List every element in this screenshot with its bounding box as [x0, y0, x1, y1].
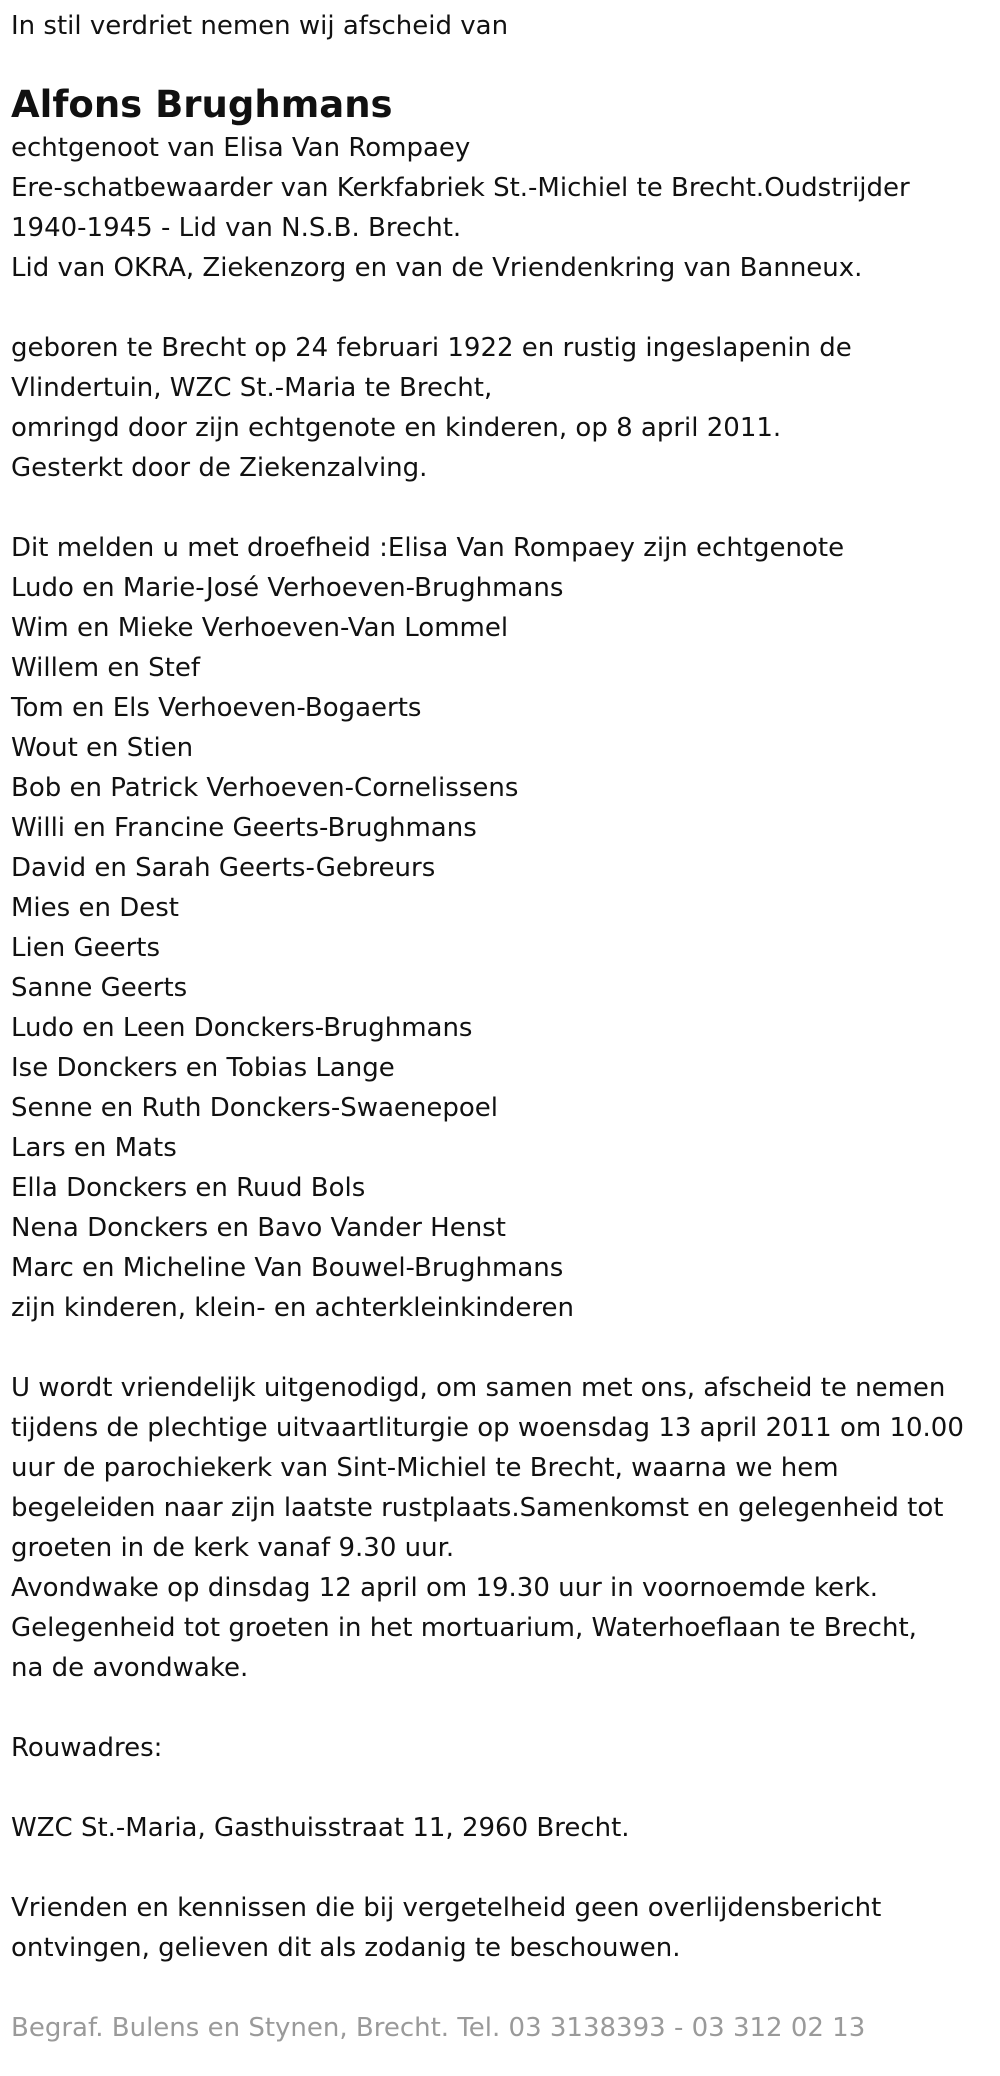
- family-line: Mies en Dest: [11, 893, 179, 923]
- family-line: Willem en Stef: [11, 653, 200, 683]
- family-line: Ludo en Marie-José Verhoeven-Brughmans: [11, 573, 564, 603]
- spacer: [11, 288, 1000, 328]
- address-text: WZC St.-Maria, Gasthuisstraat 11, 2960 Brecht.: [11, 1813, 630, 1843]
- note-line: Vrienden en kennissen die bij vergetelheid geen overlijdensbericht: [11, 1893, 882, 1923]
- family-line: Sanne Geerts: [11, 973, 188, 1003]
- family-line: Willi en Francine Geerts-Brughmans: [11, 813, 477, 843]
- deceased-name: Alfons Brughmans: [11, 83, 393, 126]
- family-line: Ella Donckers en Ruud Bols: [11, 1173, 366, 1203]
- family-line: Dit melden u met droefheid :Elisa Van Rompaey zijn echtgenote: [11, 533, 845, 563]
- about-section: [11, 128, 1000, 288]
- ceremony-line: begeleiden naar zijn laatste rustplaats.Samenkomst en gelegenheid tot: [11, 1493, 944, 1523]
- birth-death-line: Gesterkt door de Ziekenzalving.: [11, 453, 428, 483]
- family-line: Senne en Ruth Donckers-Swaenepoel: [11, 1093, 499, 1123]
- ceremony-line: uur de parochiekerk van Sint-Michiel te Brecht, waarna we hem: [11, 1453, 839, 1483]
- birth-death-line: Vlindertuin, WZC St.-Maria te Brecht,: [11, 373, 493, 403]
- about-line: Lid van OKRA, Ziekenzorg en van de Vriendenkring van Banneux.: [11, 253, 863, 283]
- birth-death-line: omringd door zijn echtgenote en kinderen, op 8 april 2011.: [11, 413, 782, 443]
- ceremony-line: Avondwake op dinsdag 12 april om 19.30 uur in voornoemde kerk.: [11, 1573, 879, 1603]
- ceremony-line: groeten in de kerk vanaf 9.30 uur.: [11, 1533, 455, 1563]
- family-line: Wim en Mieke Verhoeven-Van Lommel: [11, 613, 509, 643]
- spacer: [11, 1848, 1000, 1888]
- ceremony-section: [11, 1368, 1000, 1688]
- spacer: [11, 1768, 1000, 1808]
- family-line: Tom en Els Verhoeven-Bogaerts: [11, 693, 422, 723]
- spacer: [11, 1968, 1000, 2008]
- family-line: Ise Donckers en Tobias Lange: [11, 1053, 395, 1083]
- family-line: Lars en Mats: [11, 1133, 177, 1163]
- spacer: [11, 488, 1000, 528]
- spacer: [11, 1328, 1000, 1368]
- note-section: [11, 1888, 1000, 1968]
- funeral-home-footer: Begraf. Bulens en Stynen, Brecht. Tel. 03 3138393 - 03 312 02 13: [11, 2013, 866, 2043]
- intro-text: In stil verdriet nemen wij afscheid van: [11, 11, 509, 41]
- family-line: Lien Geerts: [11, 933, 161, 963]
- family-line: zijn kinderen, klein- en achterkleinkinderen: [11, 1293, 574, 1323]
- family-line: Nena Donckers en Bavo Vander Henst: [11, 1213, 506, 1243]
- birth-death-line: geboren te Brecht op 24 februari 1922 en rustig ingeslapenin de: [11, 333, 852, 363]
- family-section: [11, 528, 1000, 1328]
- ceremony-line: tijdens de plechtige uitvaartliturgie op woensdag 13 april 2011 om 10.00: [11, 1413, 964, 1443]
- spacer: [11, 1688, 1000, 1728]
- about-line: Ere-schatbewaarder van Kerkfabriek St.-Michiel te Brecht.Oudstrijder: [11, 173, 910, 203]
- ceremony-line: Gelegenheid tot groeten in het mortuarium, Waterhoeflaan te Brecht,: [11, 1613, 917, 1643]
- address-label: Rouwadres:: [11, 1733, 163, 1763]
- about-line: echtgenoot van Elisa Van Rompaey: [11, 133, 471, 163]
- ceremony-line: na de avondwake.: [11, 1653, 249, 1683]
- ceremony-line: U wordt vriendelijk uitgenodigd, om samen met ons, afscheid te nemen: [11, 1373, 946, 1403]
- family-line: Marc en Micheline Van Bouwel-Brughmans: [11, 1253, 564, 1283]
- family-line: Bob en Patrick Verhoeven-Cornelissens: [11, 773, 519, 803]
- family-line: David en Sarah Geerts-Gebreurs: [11, 853, 436, 883]
- birth-death-section: [11, 328, 1000, 488]
- family-line: Wout en Stien: [11, 733, 194, 763]
- note-line: ontvingen, gelieven dit als zodanig te beschouwen.: [11, 1933, 681, 1963]
- family-line: Ludo en Leen Donckers-Brughmans: [11, 1013, 473, 1043]
- obituary-document: [0, 6, 1000, 2076]
- about-line: 1940-1945 - Lid van N.S.B. Brecht.: [11, 213, 462, 243]
